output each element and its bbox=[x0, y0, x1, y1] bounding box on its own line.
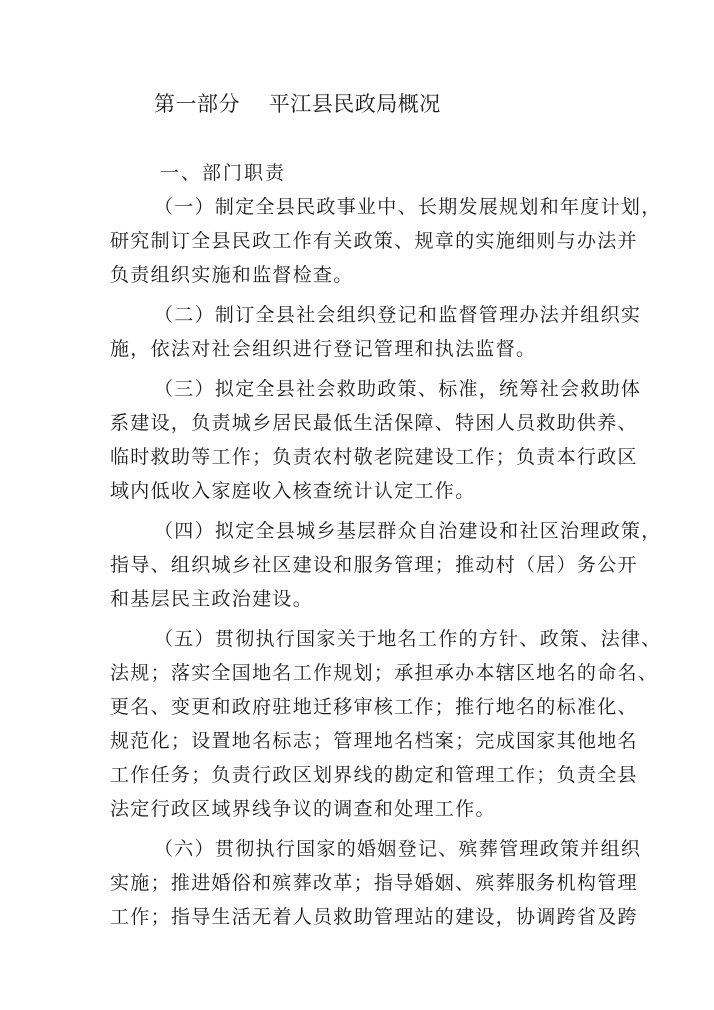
text-line: 域内低收入家庭收入核查统计认定工作。 bbox=[110, 480, 476, 502]
text-line: （五）贯彻执行国家关于地名工作的方针、政策、法律、 bbox=[154, 628, 662, 650]
text-line: 负责组织实施和监督检查。 bbox=[110, 264, 354, 286]
text-line: 施，依法对社会组织进行登记管理和执法监督。 bbox=[110, 338, 537, 360]
text-line: 规范化；设置地名标志；管理地名档案；完成国家其他地名 bbox=[110, 730, 638, 752]
text-line: 和基层民主政治建设。 bbox=[110, 588, 314, 610]
document-body bbox=[110, 190, 662, 934]
paragraph-3 bbox=[110, 372, 642, 508]
text-line: 研究制订全县民政工作有关政策、规章的实施细则与办法并 bbox=[110, 230, 638, 252]
text-line: 指导、组织城乡社区建设和服务管理；推动村（居）务公开 bbox=[110, 554, 638, 576]
page-title: 第一部分 平江县民政局概况 bbox=[154, 92, 441, 116]
paragraph-2 bbox=[110, 298, 642, 366]
text-line: （二）制订全县社会组织登记和监督管理办法并组织实 bbox=[154, 304, 642, 326]
text-line: （六）贯彻执行国家的婚姻登记、殡葬管理政策并组织 bbox=[154, 838, 642, 860]
text-line: （一）制定全县民政事业中、长期发展规划和年度计划， bbox=[154, 196, 662, 218]
paragraph-1 bbox=[110, 190, 662, 292]
text-line: 系建设，负责城乡居民最低生活保障、特困人员救助供养、 bbox=[110, 412, 638, 434]
text-line: 法规；落实全国地名工作规划；承担承办本辖区地名的命名、 bbox=[110, 662, 659, 684]
text-line: 更名、变更和政府驻地迁移审核工作；推行地名的标准化、 bbox=[110, 696, 638, 718]
text-line: （四）拟定全县城乡基层群众自治建设和社区治理政策， bbox=[154, 520, 662, 542]
section-heading: 一、部门职责 bbox=[160, 162, 287, 184]
paragraph-4 bbox=[110, 514, 662, 616]
text-line: 法定行政区域界线争议的调查和处理工作。 bbox=[110, 798, 496, 820]
text-line: 工作任务；负责行政区划界线的勘定和管理工作；负责全县 bbox=[110, 764, 638, 786]
text-line: 临时救助等工作；负责农村敬老院建设工作；负责本行政区 bbox=[110, 446, 638, 468]
text-line: 实施；推进婚俗和殡葬改革；指导婚姻、殡葬服务机构管理 bbox=[110, 872, 638, 894]
text-line: （三）拟定全县社会救助政策、标准，统筹社会救助体 bbox=[154, 378, 642, 400]
text-line: 工作；指导生活无着人员救助管理站的建设，协调跨省及跨 bbox=[110, 906, 638, 928]
paragraph-5 bbox=[110, 622, 662, 826]
paragraph-6 bbox=[110, 832, 642, 934]
